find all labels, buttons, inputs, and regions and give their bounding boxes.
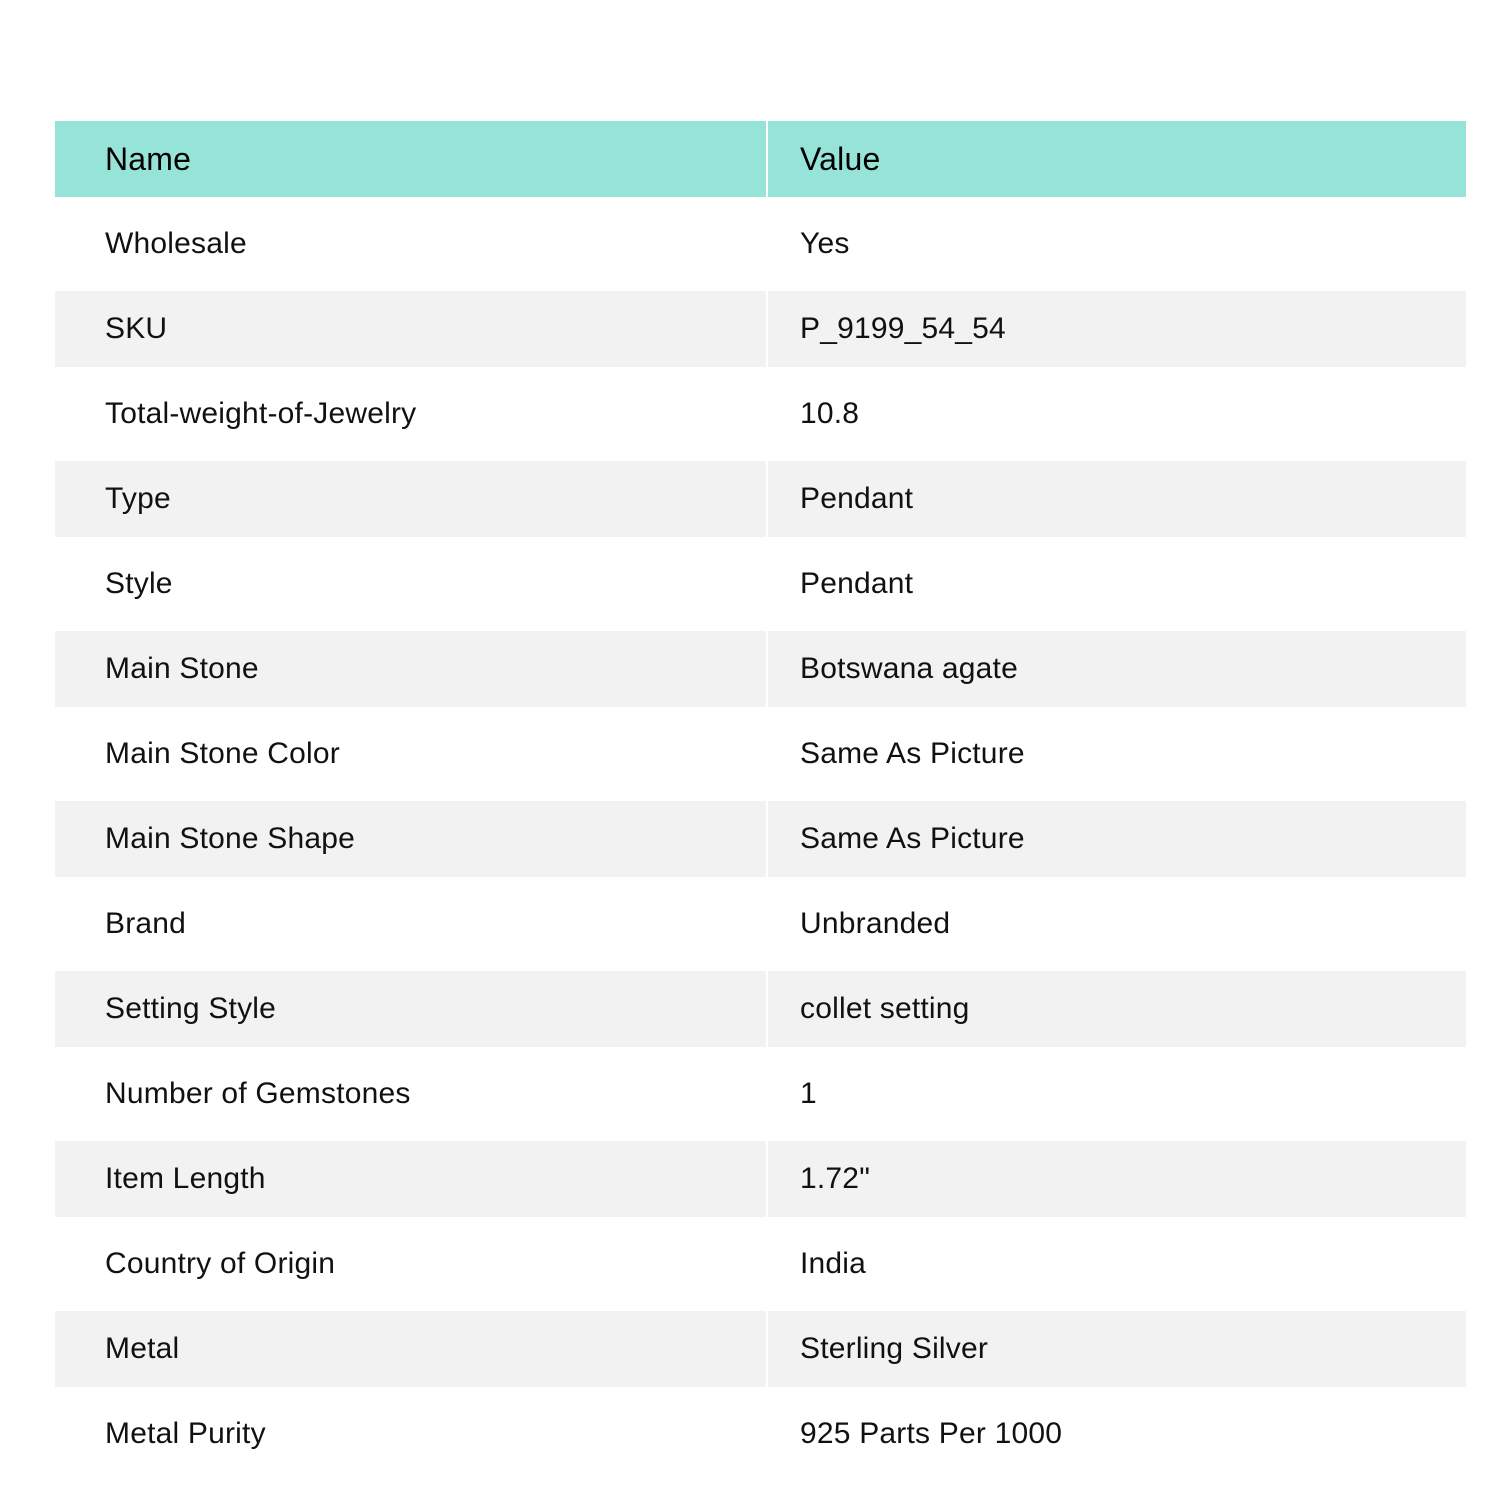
- row-value-cell: P_9199_54_54: [767, 291, 1466, 367]
- row-value-cell: 925 Parts Per 1000: [800, 1417, 1063, 1450]
- table-row: [55, 367, 1466, 461]
- table-row: [55, 801, 1466, 877]
- row-value-cell: 1.72": [767, 1141, 1466, 1217]
- row-name-cell: Main Stone Color: [55, 707, 767, 801]
- row-value-cell: Pendant: [800, 567, 914, 600]
- column-header-name: Name: [55, 121, 767, 197]
- row-name-cell: Main Stone: [55, 631, 767, 707]
- table-row: [55, 1311, 1466, 1387]
- table-row: [55, 461, 1466, 537]
- table-row: [55, 1047, 1466, 1141]
- row-name-cell: Metal: [55, 1311, 767, 1387]
- row-value-cell: 1: [800, 1077, 817, 1110]
- row-name-cell: Country of Origin: [55, 1217, 767, 1311]
- row-value-cell: Unbranded: [800, 907, 951, 940]
- row-name-cell: Item Length: [55, 1141, 767, 1217]
- specifications-table-container: [55, 121, 1466, 1481]
- table-row: [55, 197, 1466, 291]
- table-row: [55, 1217, 1466, 1311]
- row-name-cell: Brand: [55, 877, 767, 971]
- row-name-cell: Setting Style: [55, 971, 767, 1047]
- row-name-cell: Style: [55, 537, 767, 631]
- row-name-cell: Wholesale: [55, 197, 767, 291]
- row-name-cell: Metal Purity: [55, 1387, 767, 1481]
- row-value-cell: Sterling Silver: [767, 1311, 1466, 1387]
- row-value-cell: Same As Picture: [767, 801, 1466, 877]
- row-name-cell: Total-weight-of-Jewelry: [55, 367, 767, 461]
- row-value-cell: Pendant: [767, 461, 1466, 537]
- row-value-cell: India: [800, 1247, 867, 1280]
- specifications-table: [55, 121, 1466, 1481]
- row-value-cell: Yes: [800, 227, 850, 260]
- table-row: [55, 291, 1466, 367]
- row-value-cell: 10.8: [800, 397, 860, 430]
- table-row: [55, 707, 1466, 801]
- table-header-row: [55, 121, 1466, 197]
- table-row: [55, 631, 1466, 707]
- table-row: [55, 537, 1466, 631]
- row-value-cell: Botswana agate: [767, 631, 1466, 707]
- row-value-cell: Same As Picture: [800, 737, 1025, 770]
- row-name-cell: Number of Gemstones: [55, 1047, 767, 1141]
- table-row: [55, 877, 1466, 971]
- row-name-cell: Main Stone Shape: [55, 801, 767, 877]
- table-row: [55, 1387, 1466, 1481]
- column-header-value: Value: [767, 121, 1466, 197]
- table-row: [55, 1141, 1466, 1217]
- table-row: [55, 971, 1466, 1047]
- row-name-cell: Type: [55, 461, 767, 537]
- row-name-cell: SKU: [55, 291, 767, 367]
- row-value-cell: collet setting: [767, 971, 1466, 1047]
